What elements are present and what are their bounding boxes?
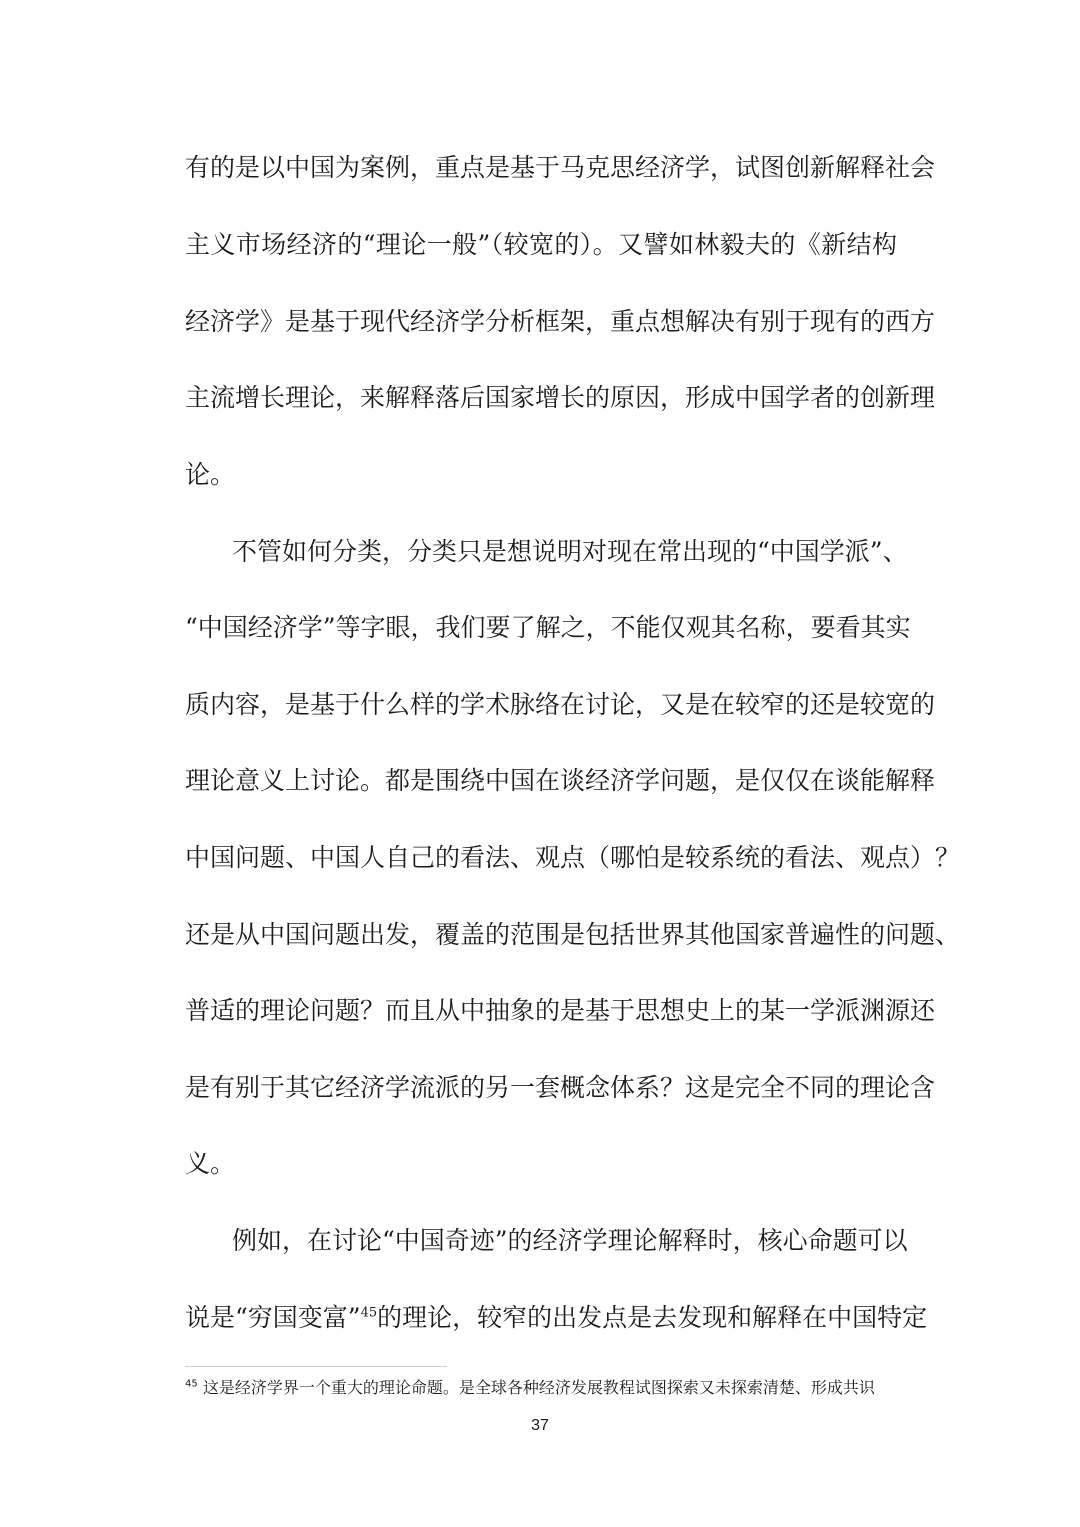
footnote [185,1376,897,1400]
footnote-reference[interactable]: 45 [360,1305,378,1321]
paragraph-line: 质内容，是基于什么样的学术脉络在讨论，又是在较窄的还是较宽的 [185,690,936,719]
footnote-text: 这是经济学界一个重大的理论命题。是全球各种经济发展教程试图探索又未探索清楚、形成共识 [197,1378,875,1397]
page-number: 37 [531,1417,549,1434]
paragraph-line: 是有别于其它经济学流派的另一套概念体系？这是完全不同的理论含 [185,1073,936,1102]
paragraph-line: 论。 [185,460,236,489]
paragraph-line: 理论意义上讨论。都是围绕中国在谈经济学问题，是仅仅在谈能解释 [185,766,936,795]
paragraph-line: 不管如何分类，分类只是想说明对现在常出现的“中国学派”、 [232,537,908,566]
paragraph-line: 还是从中国问题出发，覆盖的范围是包括世界其他国家普遍性的问题、 [185,920,961,949]
paragraph-line: 例如，在讨论“中国奇迹”的经济学理论解释时，核心命题可以 [232,1226,908,1255]
paragraph-line: 有的是以中国为案例，重点是基于马克思经济学，试图创新解释社会 [185,153,936,182]
paragraph-line: “中国经济学”等字眼，我们要了解之，不能仅观其名称，要看其实 [185,613,911,642]
footnote-separator [185,1366,447,1367]
paragraph-line: 普适的理论问题？而且从中抽象的是基于思想史上的某一学派渊源还 [185,996,936,1025]
line-text-before-note: 说是“穷国变富” [185,1303,361,1332]
paragraph-line: 经济学》是基于现代经济学分析框架，重点想解决有别于现有的西方 [185,307,936,336]
paragraph-line-with-note [185,1302,928,1334]
paragraph-line: 主义市场经济的“理论一般”（较宽的）。又譬如林毅夫的《新结构 [185,230,897,259]
line-text-after-note: 的理论，较窄的出发点是去发现和解释在中国特定 [377,1303,928,1332]
paragraph-line: 主流增长理论，来解释落后国家增长的原因，形成中国学者的创新理 [185,383,936,412]
footnote-marker: 45 [185,1378,198,1390]
paragraph-line: 义。 [185,1149,236,1178]
paragraph-line: 中国问题、中国人自己的看法、观点（哪怕是较系统的看法、观点）？ [185,843,961,872]
